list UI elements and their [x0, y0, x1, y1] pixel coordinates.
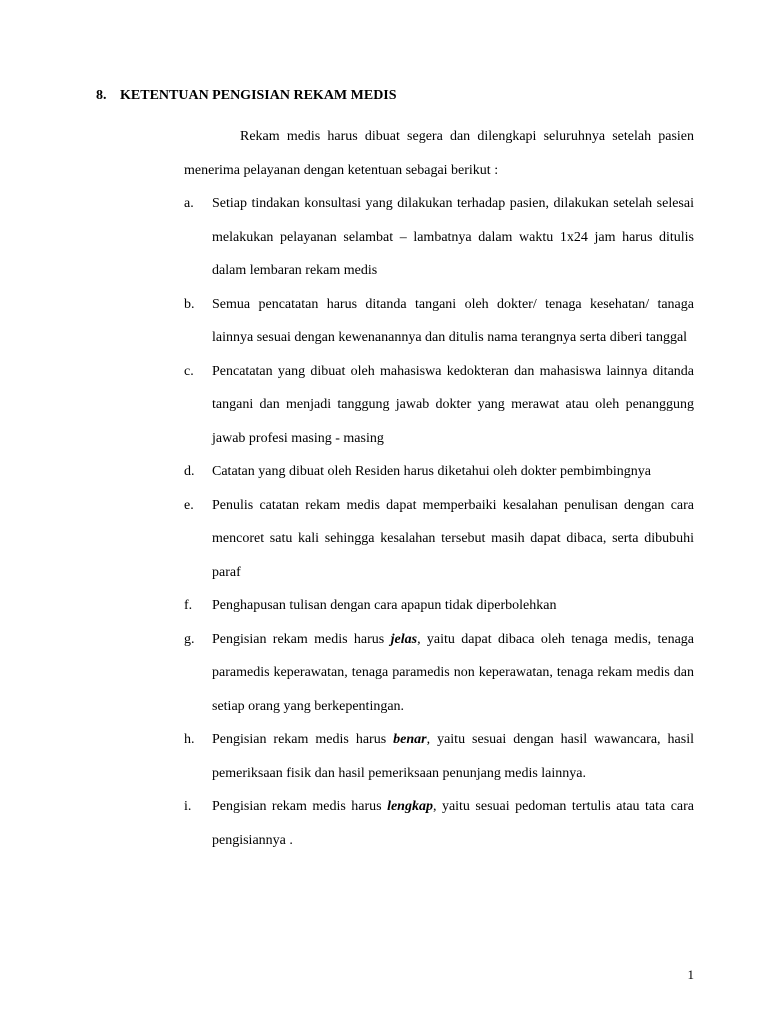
- list-item-text: Setiap tindakan konsultasi yang dilakukan terhadap pasien, dilakukan setelah selesai melakukan pelayanan selambat – lambatnya dalam waktu 1x24 jam harus ditulis dalam lembaran rekam medis: [212, 196, 694, 278]
- list-item: [184, 489, 694, 590]
- section-number: 8.: [96, 88, 107, 103]
- list-marker: h.: [184, 732, 195, 747]
- list-item-text: Penghapusan tulisan dengan cara apapun tidak diperbolehkan: [212, 598, 557, 613]
- intro-paragraph: Rekam medis harus dibuat segera dan dilengkapi seluruhnya setelah pasien menerima pelayanan dengan ketentuan sebagai berikut :: [184, 129, 694, 178]
- list-item: [184, 790, 694, 857]
- list-marker: c.: [184, 363, 194, 379]
- list-item-text: [212, 723, 694, 790]
- list-item: [184, 589, 694, 623]
- list-item: [184, 355, 694, 456]
- emphasis-term: lengkap: [387, 799, 433, 814]
- list-item-text-lead: Pengisian rekam medis harus: [212, 732, 394, 747]
- list-item-text: Pencatatan yang dibuat oleh mahasiswa kedokteran dan mahasiswa lainnya ditanda tangani dan menjadi tanggung jawab dokter yang merawat atau oleh penanggung jawab profesi masing - masing: [212, 363, 694, 446]
- emphasis-term: benar: [393, 732, 427, 747]
- list-marker: a.: [184, 196, 194, 211]
- list-item: [184, 723, 694, 790]
- list-marker: i.: [184, 799, 192, 814]
- list-marker: e.: [184, 497, 194, 513]
- list-item: [184, 187, 694, 288]
- list-marker: d.: [184, 464, 195, 479]
- list-item-text-rest: , yaitu dapat dibaca oleh tenaga medis, tenaga paramedis keperawatan, tenaga paramedis non keperawatan, tenaga rekam medis dan setiap orang yang berkepentingan.: [212, 631, 694, 714]
- list-item-text: Penulis catatan rekam medis dapat memperbaiki kesalahan penulisan dengan cara mencoret satu kali sehingga kesalahan tersebut masih dapat dibaca, serta dibubuhi paraf: [212, 497, 694, 580]
- section-heading: [96, 87, 397, 105]
- list-item-text-lead: Pengisian rekam medis harus: [212, 631, 391, 647]
- section-title: KETENTUAN PENGISIAN REKAM MEDIS: [120, 88, 397, 103]
- list-marker: b.: [184, 296, 195, 312]
- list-item: [184, 455, 694, 489]
- list-item-text: [212, 790, 694, 857]
- list-marker: f.: [184, 598, 193, 613]
- list-item-text: [212, 623, 694, 724]
- list-item-text-lead: Pengisian rekam medis harus: [212, 799, 388, 814]
- provision-list: [184, 187, 694, 857]
- page-number: 1: [687, 967, 694, 982]
- list-item: [184, 623, 694, 724]
- emphasis-term: jelas: [390, 631, 418, 647]
- list-item-text: Catatan yang dibuat oleh Residen harus diketahui oleh dokter pembimbingnya: [212, 464, 651, 479]
- list-marker: g.: [184, 631, 195, 647]
- list-item-text: Semua pencatatan harus ditanda tangani oleh dokter/ tenaga kesehatan/ tanaga lainnya sesuai dengan kewenanannya dan ditulis nama terangnya serta diberi tanggal: [212, 296, 694, 345]
- list-item-text-rest: , yaitu sesuai dengan hasil wawancara, hasil pemeriksaan fisik dan hasil pemeriksaan penunjang medis lainnya.: [212, 732, 694, 781]
- list-item-text-rest: , yaitu sesuai pedoman tertulis atau tata cara pengisiannya .: [212, 799, 694, 848]
- list-item: [184, 288, 694, 355]
